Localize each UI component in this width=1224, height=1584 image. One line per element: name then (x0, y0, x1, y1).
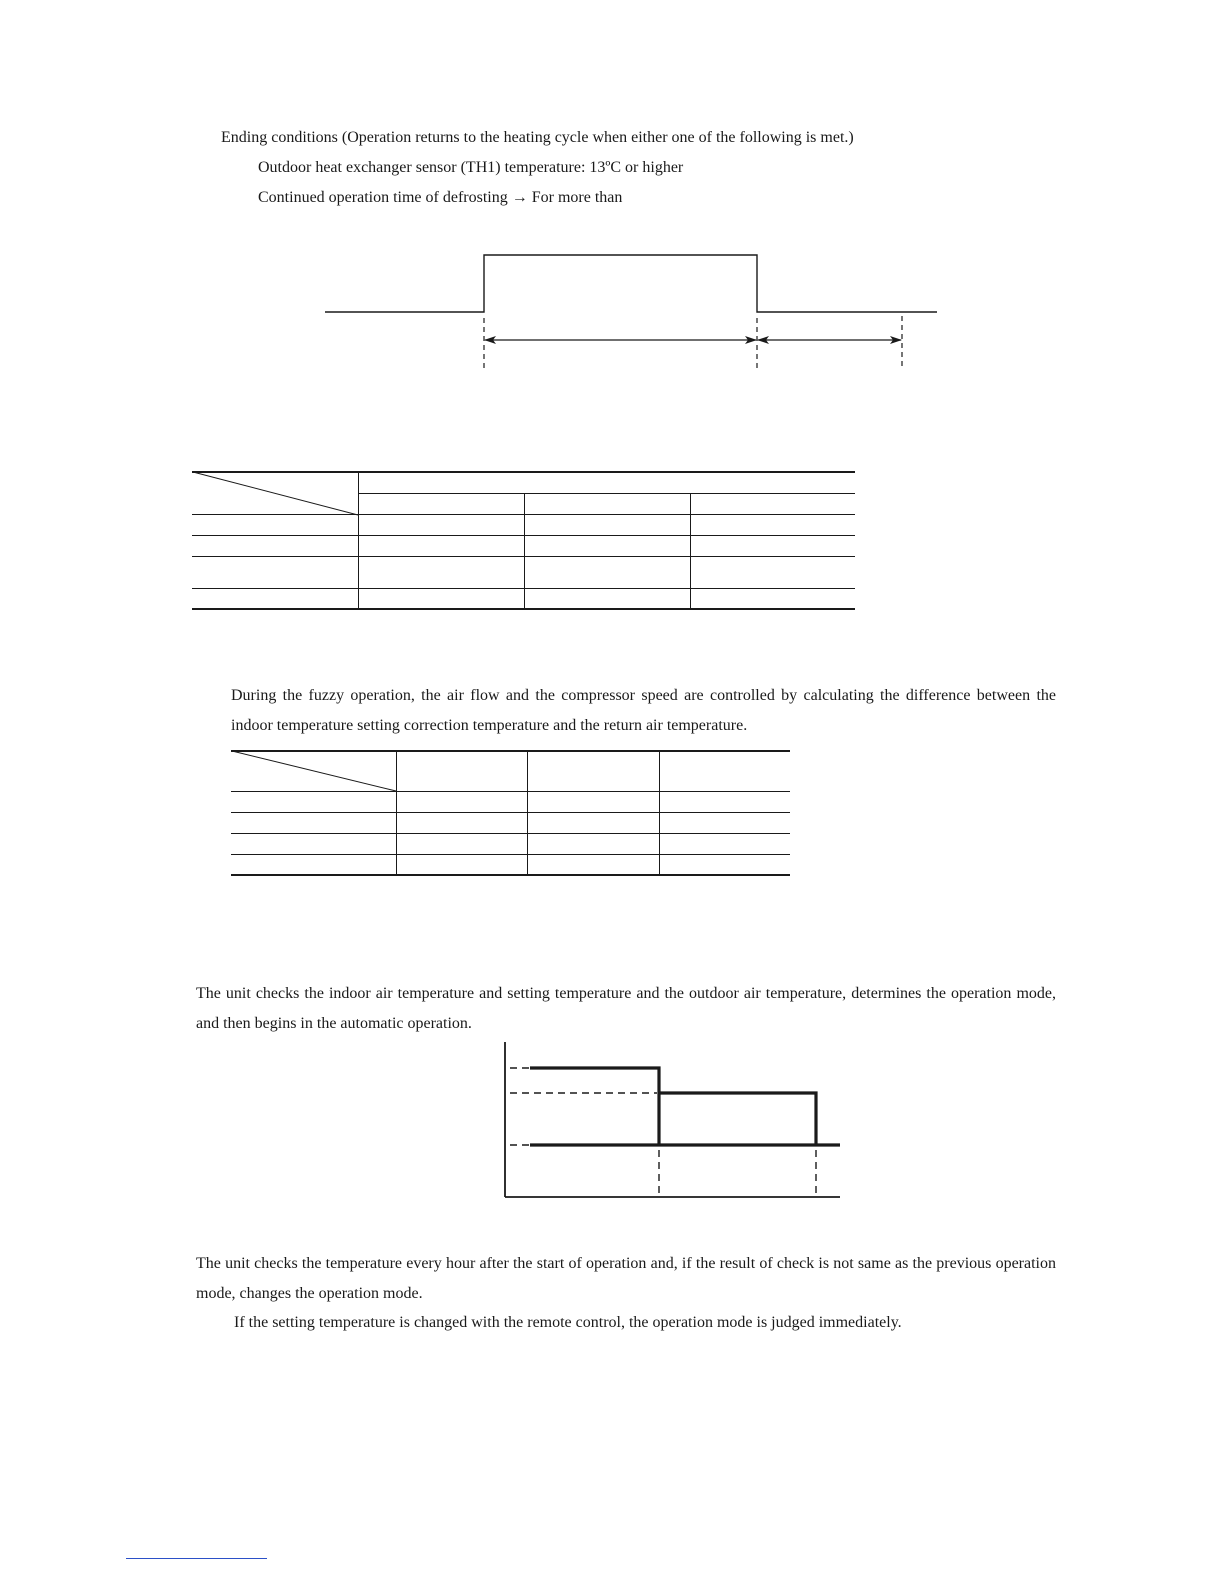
ending-condition-sensor: Outdoor heat exchanger sensor (TH1) temperature: 13ºC or higher (258, 159, 684, 176)
hourly-check-paragraph: The unit checks the temperature every hour after the start of operation and, if the result of check is not same as the previous operation mode, changes the operation mode. (196, 1255, 1056, 1302)
mode-step-line-high (530, 1068, 659, 1145)
auto-operation-paragraph: The unit checks the indoor air temperature and setting temperature and the outdoor air temperature, determines the operation mode, and then begins in the automatic operation. (196, 985, 1056, 1032)
fuzzy-operation-paragraph: During the fuzzy operation, the air flow and the compressor speed are controlled by calculating the difference between the indoor temperature setting correction temperature and the return air temperature. (231, 687, 1056, 734)
ending-conditions-heading: Ending conditions (Operation returns to the heating cycle when either one of the following is met.) (221, 129, 854, 146)
footer-rule (126, 1558, 267, 1559)
mode-step-line-mid (659, 1093, 816, 1145)
ending-condition-time: Continued operation time of defrosting → For more than (258, 189, 623, 206)
remote-control-note: If the setting temperature is changed with the remote control, the operation mode is judged immediately. (234, 1314, 902, 1331)
